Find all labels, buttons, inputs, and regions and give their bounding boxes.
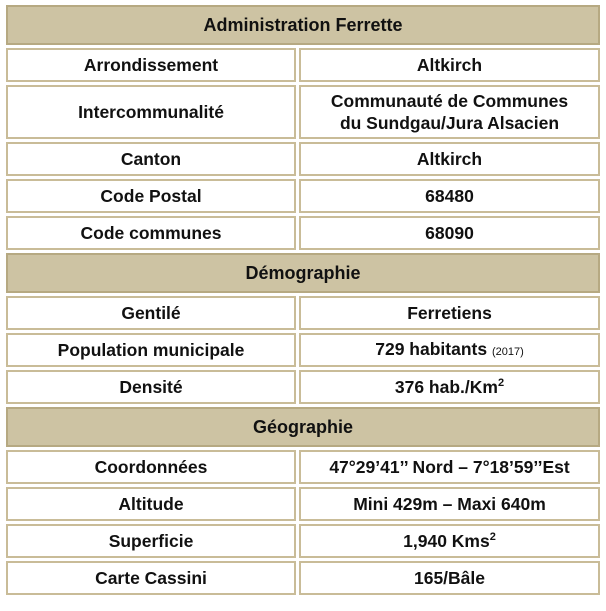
value-superficie	[299, 524, 600, 558]
table-row	[6, 487, 600, 521]
section-header-administration: Administration Ferrette	[6, 5, 600, 45]
label-intercommunalite: Intercommunalité	[6, 85, 296, 139]
table-row	[6, 216, 600, 250]
table-row	[6, 296, 600, 330]
label-canton: Canton	[6, 142, 296, 176]
label-gentile: Gentilé	[6, 296, 296, 330]
population-year: (2017)	[491, 345, 524, 358]
population-value: 729 habitants	[375, 338, 488, 359]
value-arrondissement: Altkirch	[299, 48, 600, 82]
table-row	[6, 142, 600, 176]
table-row	[6, 450, 600, 484]
table-row	[6, 524, 600, 558]
value-densite	[299, 370, 600, 404]
label-superficie: Superficie	[6, 524, 296, 558]
value-intercommunalite-line2: du Sundgau/Jura Alsacien	[339, 113, 560, 133]
value-canton: Altkirch	[299, 142, 600, 176]
label-population: Population municipale	[6, 333, 296, 367]
table-row	[6, 179, 600, 213]
value-intercommunalite-line1: Communauté de Communes	[330, 91, 569, 111]
table-row	[6, 48, 600, 82]
label-carte-cassini: Carte Cassini	[6, 561, 296, 595]
densite-superscript: 2	[497, 377, 505, 390]
table-row	[6, 85, 600, 139]
section-header-geographie: Géographie	[6, 407, 600, 447]
value-gentile: Ferretiens	[299, 296, 600, 330]
label-altitude: Altitude	[6, 487, 296, 521]
value-code-postal: 68480	[299, 179, 600, 213]
table-row	[6, 561, 600, 595]
table-row	[6, 370, 600, 404]
value-carte-cassini: 165/Bâle	[299, 561, 600, 595]
superficie-superscript: 2	[489, 531, 496, 544]
label-arrondissement: Arrondissement	[6, 48, 296, 82]
label-code-communes: Code communes	[6, 216, 296, 250]
table-row	[6, 333, 600, 367]
label-coordonnees: Coordonnées	[6, 450, 296, 484]
label-densite: Densité	[6, 370, 296, 404]
densite-value: 376 hab./Km	[394, 377, 498, 397]
section-header-demographie: Démographie	[6, 253, 600, 293]
value-intercommunalite	[299, 85, 600, 139]
value-altitude: Mini 429m – Maxi 640m	[299, 487, 600, 521]
value-code-communes: 68090	[299, 216, 600, 250]
value-population	[299, 333, 600, 367]
value-coordonnees: 47°29’41’’ Nord – 7°18’59’’Est	[299, 450, 600, 484]
superficie-value: 1,940 Kms	[403, 531, 490, 551]
label-code-postal: Code Postal	[6, 179, 296, 213]
info-table	[3, 2, 603, 598]
